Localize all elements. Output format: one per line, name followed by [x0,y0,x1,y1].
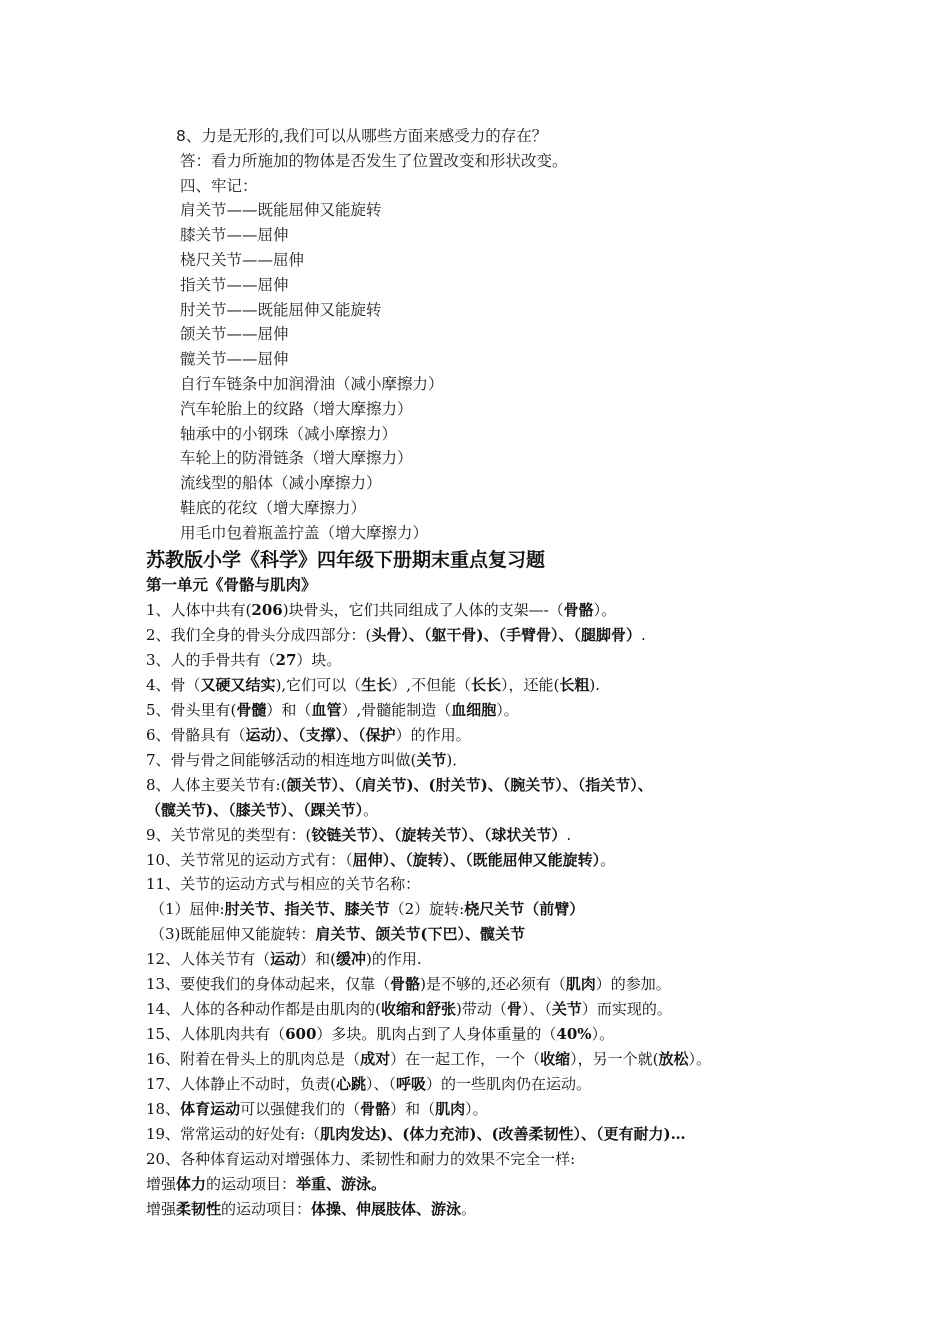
memorize-item: 髋关节——屈伸 [180,350,289,369]
key-answer: 心跳 [335,1075,366,1094]
memorize-item: 指关节——屈伸 [180,275,289,294]
line-text: ）的作用。 [395,725,471,744]
line-text: ）、（ [365,1075,396,1094]
key-answer: 体育运动 [180,1100,241,1119]
key-answer: 40% [556,1025,592,1044]
key-answer: 肘关节、指关节、膝关节 [224,900,390,919]
line-text: ）。 [591,1025,615,1044]
line-text: ）和（ [266,700,312,719]
review-line [146,848,711,873]
memorize-section [176,124,568,546]
review-line [146,1122,711,1147]
line-text: ). [589,675,600,694]
key-answer: 举重、游泳。 [296,1174,387,1193]
line-text: ）。 [496,700,519,719]
line-text: . [566,825,572,844]
line-text: 18、 [146,1100,181,1119]
key-answer: 收缩 [540,1050,571,1069]
key-answer: 头骨）、（躯干骨)、（手臂骨）、（腿脚骨） [371,625,642,644]
memorize-item: 桡尺关节——屈伸 [180,250,305,269]
line-text: ）多块。肌肉占到了人身体重量的（ [316,1025,557,1044]
key-answer: 体力 [176,1174,207,1193]
line-text: 可以强健我们的（ [240,1100,361,1119]
key-answer: 生长 [361,675,392,694]
memorize-item: 用毛巾包着瓶盖拧盖（增大摩擦力） [180,523,429,542]
key-answer: （髋关节)、（膝关节）、（踝关节） [146,800,364,819]
key-answer: 关节 [551,1000,582,1019]
line-text: 5、骨头里有( [146,700,237,719]
line-text: ）的参加。 [595,975,671,994]
line-text: )带动（ [455,1000,507,1019]
key-answer: 运动）、（支撑）、（保护 [245,725,396,744]
line-text: ）块。 [296,650,342,669]
key-answer: 肌肉 [565,975,596,994]
review-line [146,1197,711,1222]
line-text: （2）旋转: [389,900,465,919]
key-answer: 缓冲 [335,950,366,969]
memorize-item: 自行车链条中加润滑油（减小摩擦力） [180,374,444,393]
line-text: 12、人体关节有（ [146,950,271,969]
line-text: 7、骨与骨之间能够活动的相连地方叫做( [146,750,417,769]
answer-8: 答：看力所施加的物体是否发生了位置改变和形状改变。 [180,151,568,170]
key-answer: 体操、伸展肢体、游泳 [311,1199,462,1218]
key-answer: 600 [285,1025,317,1044]
review-line [146,997,711,1022]
review-line [146,1097,711,1122]
review-line [146,823,711,848]
line-text: 的运动项目： [221,1199,312,1218]
line-text: )块骨头，它们共同组成了人体的支架—-（ [282,601,564,619]
question-8: 8、力是无形的,我们可以从哪些方面来感受力的存在？ [176,127,548,145]
line-text: 10、关节常见的运动方式有：（ [146,850,353,869]
key-answer: 206 [251,601,283,619]
key-answer: 骨骼 [390,975,421,994]
review-line [146,723,711,748]
line-text: ）的一些肌肉仍在运动。 [426,1075,592,1094]
line-text: 增强 [146,1174,177,1193]
key-answer: 又硬又结实 [200,675,276,694]
line-text: 9、关节常见的类型有：( [146,825,312,844]
line-text: ）和（ [390,1100,436,1119]
key-answer: 肩关节、颌关节(下巴）、髋关节 [315,925,526,944]
review-line [146,1022,711,1047]
key-answer: 铰链关节）、（旋转关节）、（球状关节） [311,825,567,844]
line-text: （3)既能屈伸又能旋转： [150,925,316,944]
line-text: )的作用. [365,950,422,969]
line-text: 20、各种体育运动对增强体力、柔韧性和耐力的效果不完全一样: [146,1149,576,1168]
unit-title: 第一单元《骨骼与肌肉》 [146,575,317,594]
line-text: ），另一个就( [570,1050,659,1069]
key-answer: 长粗 [559,675,590,694]
line-text: ）而实现的。 [581,1000,672,1019]
memorize-item: 鞋底的花纹（增大摩擦力） [180,498,367,517]
memorize-item: 轴承中的小钢珠（减小摩擦力） [180,424,398,443]
key-answer: 骨髓 [236,700,267,719]
line-text: （1）屈伸: [150,900,225,919]
review-line [146,623,711,648]
key-answer: 27 [275,650,297,669]
review-line [146,673,711,698]
line-text: 3、人的手骨共有（ [146,650,276,669]
line-text: 2、我们全身的骨头分成四部分：( [146,625,372,644]
line-text: 11、关节的运动方式与相应的关节名称： [146,875,421,894]
key-answer: 血管 [311,700,342,719]
review-line [146,598,711,623]
key-answer: 肌肉发达)、(体力充沛)、(改善柔韧性）、（更有耐力)… [320,1125,686,1144]
memorize-item: 流线型的船体（减小摩擦力） [180,474,382,493]
review-line [146,1072,711,1097]
key-answer: 肌肉 [435,1100,466,1119]
document-title: 苏教版小学《科学》四年级下册期末重点复习题 [146,549,546,571]
line-text: 16、附着在骨头上的肌肉总是（ [146,1050,361,1069]
review-line [146,798,711,823]
review-line [146,872,711,897]
line-text: ）在一起工作，一个（ [390,1050,541,1069]
key-answer: 骨骼 [563,601,594,619]
line-text: ），还能( [501,675,560,694]
review-line [146,773,711,798]
line-text: ）。 [688,1050,712,1069]
line-text: 14、人体的各种动作都是由肌肉的( [146,1000,381,1019]
key-answer: 运动 [270,950,301,969]
review-questions [146,598,711,1222]
memorize-heading: 四、牢记： [180,176,258,195]
key-answer: 柔韧性 [176,1199,222,1218]
key-answer: 桡尺关节（前臂） [464,900,585,919]
memorize-item: 汽车轮胎上的纹路（增大摩擦力） [180,399,413,418]
line-text: ),它们可以（ [275,675,362,694]
line-text: 的运动项目： [206,1174,297,1193]
memorize-item: 膝关节——屈伸 [180,226,289,245]
review-line [146,1172,711,1197]
key-answer: 骨骼 [360,1100,391,1119]
line-text: 。 [363,800,379,819]
memorize-item: 颌关节——屈伸 [180,325,289,344]
key-answer: 屈伸）、（旋转）、（既能屈伸又能旋转） [352,850,601,869]
line-text: )． [446,750,468,769]
line-text: 8、人体主要关节有:( [146,775,287,794]
line-text: 15、人体肌肉共有（ [146,1025,286,1044]
line-text: ）。 [593,601,617,619]
line-text: 17、人体静止不动时，负责( [146,1075,336,1094]
line-text: ）,不但能（ [391,675,471,694]
line-text: ）和( [300,950,336,969]
line-text: 13、要使我们的身体动起来，仅靠（ [146,975,391,994]
line-text: 1、人体中共有( [146,601,252,619]
review-line [146,947,711,972]
line-text: ）。 [465,1100,488,1119]
line-text: 。 [461,1199,477,1218]
key-answer: 放松 [658,1050,689,1069]
key-answer: 呼吸 [395,1075,426,1094]
key-answer: 成对 [360,1050,391,1069]
key-answer: 关节 [416,750,447,769]
review-line [146,648,711,673]
line-text: )是不够的,还必须有（ [420,975,566,994]
review-line [146,1047,711,1072]
review-line [146,698,711,723]
review-line [146,922,711,947]
review-line [146,897,711,922]
line-text: 4、骨（ [146,675,201,694]
line-text: ）、（ [521,1000,552,1019]
key-answer: 骨 [506,1000,522,1019]
line-text: 增强 [146,1199,177,1218]
memorize-item: 肩关节——既能屈伸又能旋转 [180,201,382,220]
key-answer: 血细胞 [451,700,497,719]
key-answer: 收缩和舒张 [380,1000,456,1019]
memorize-item: 肘关节——既能屈伸又能旋转 [180,300,382,319]
review-line [146,748,711,773]
review-line [146,972,711,997]
key-answer: 长长 [470,675,501,694]
line-text: . [641,625,646,644]
line-text: ）,骨髓能制造（ [341,700,452,719]
line-text: 6、骨骼具有（ [146,725,246,744]
line-text: 。 [600,850,616,869]
memorize-item: 车轮上的防滑链条（增大摩擦力） [180,449,413,468]
key-answer: 颌关节）、（肩关节)、(肘关节)、（腕关节）、（指关节）、 [286,775,653,794]
review-line [146,1147,711,1172]
line-text: 19、常常运动的好处有:（ [146,1125,321,1144]
